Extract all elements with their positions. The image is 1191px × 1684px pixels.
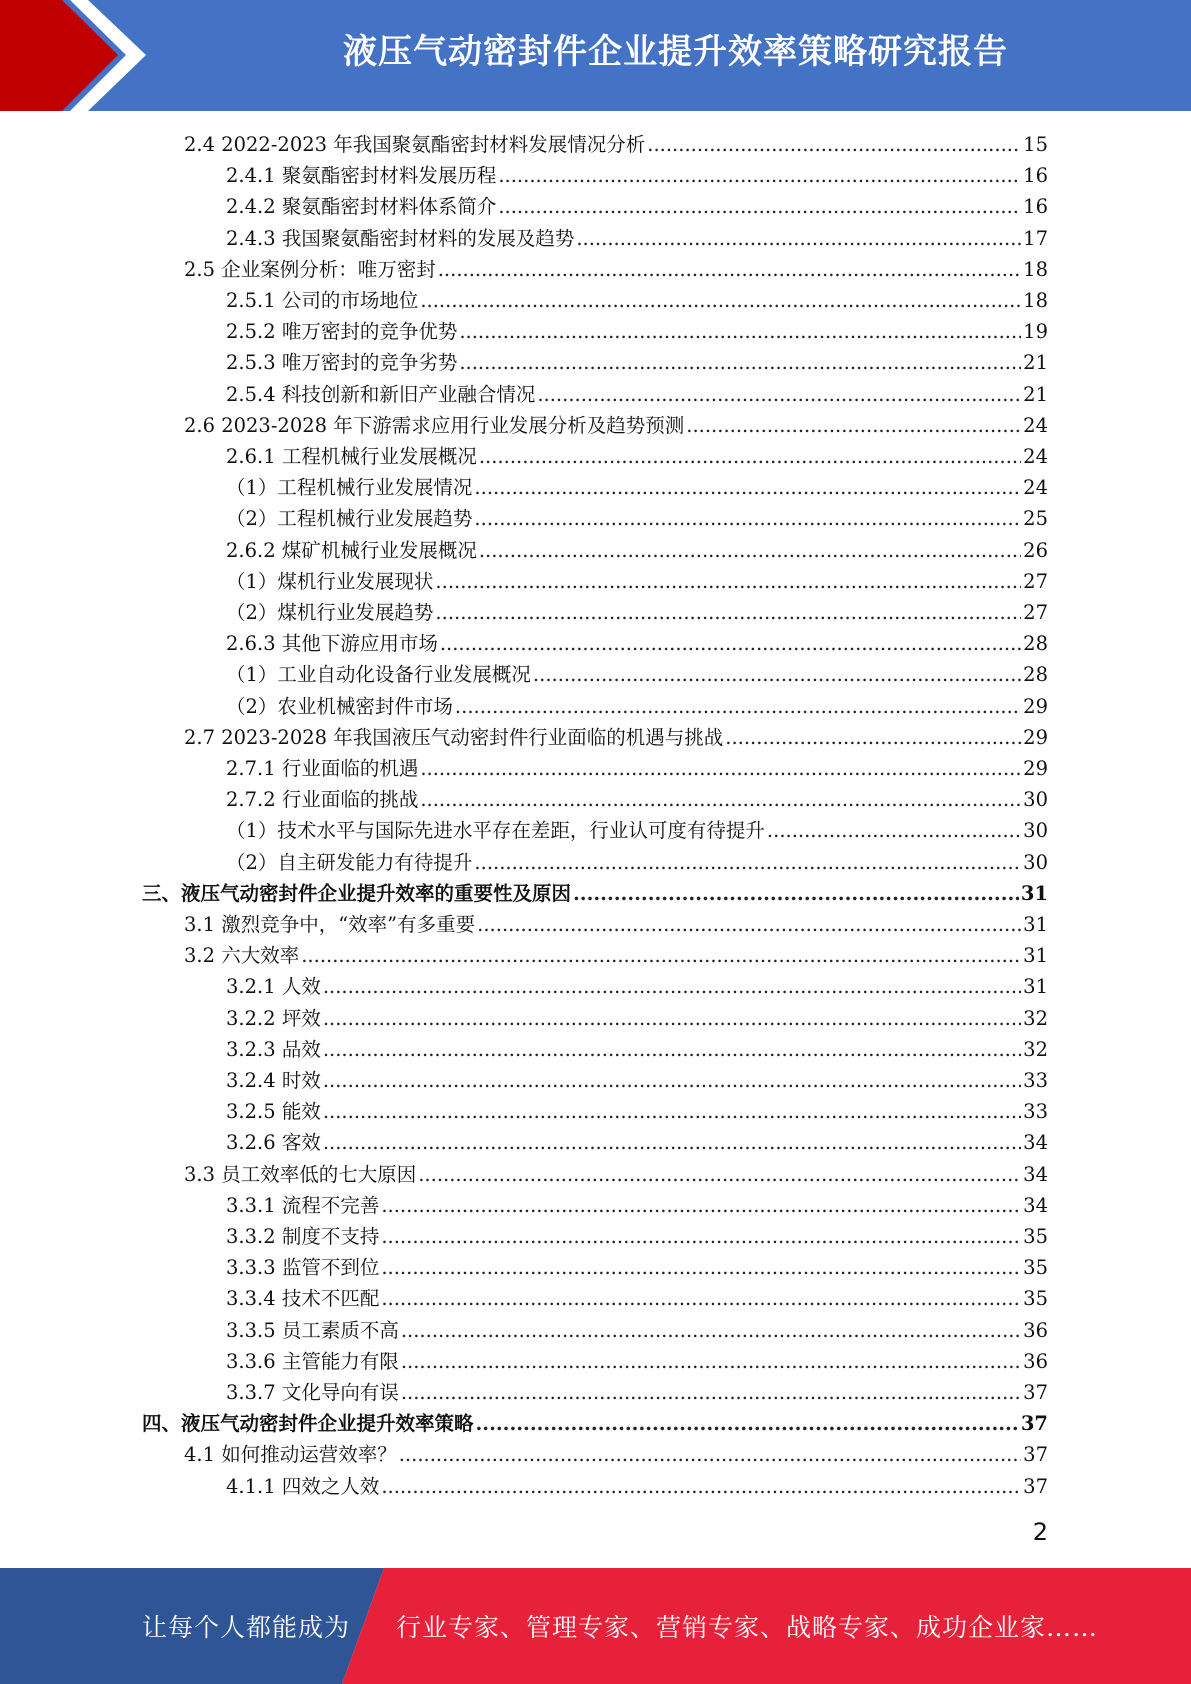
toc-entry-page-number: 21 <box>1023 351 1048 375</box>
toc-entry[interactable] <box>226 753 1048 784</box>
toc-entry[interactable] <box>226 1096 1048 1127</box>
toc-entry-title: 四、液压气动密封件企业提升效率策略 <box>142 1412 474 1436</box>
toc-entry[interactable] <box>226 597 1048 628</box>
toc-entry-title: （1）煤机行业发展现状 <box>226 569 434 593</box>
toc-entry[interactable] <box>226 535 1048 566</box>
toc-entry-title: 3.3.1 流程不完善 <box>226 1193 380 1217</box>
toc-leader-dots <box>474 472 1021 503</box>
toc-entry[interactable] <box>226 285 1048 316</box>
toc-entry-page-number: 15 <box>1023 133 1048 156</box>
toc-leader-dots <box>381 1190 1021 1221</box>
toc-entry-title: 3.3 员工效率低的七大原因 <box>184 1162 417 1186</box>
toc-entry[interactable] <box>184 129 1048 160</box>
toc-leader-dots <box>323 1003 1021 1034</box>
toc-entry-page-number: 29 <box>1023 694 1048 718</box>
toc-leader-dots <box>438 254 1021 285</box>
toc-entry[interactable] <box>226 191 1048 222</box>
toc-entry-title: 3.2.2 坪效 <box>226 1006 321 1030</box>
toc-entry-page-number: 35 <box>1023 1225 1048 1248</box>
toc-leader-dots <box>498 160 1021 191</box>
toc-leader-dots <box>381 1471 1021 1502</box>
toc-entry[interactable] <box>142 878 1048 909</box>
toc-entry-title: 2.5.1 公司的市场地位 <box>226 289 419 312</box>
toc-entry-title: 3.3.4 技术不匹配 <box>226 1287 380 1311</box>
toc-entry[interactable] <box>226 1127 1048 1158</box>
toc-entry[interactable] <box>226 1377 1048 1408</box>
toc-entry-page-number: 33 <box>1023 1100 1048 1124</box>
toc-entry-page-number: 37 <box>1020 1412 1048 1436</box>
toc-entry-page-number: 32 <box>1023 1037 1048 1061</box>
toc-entry-page-number: 31 <box>1023 975 1048 999</box>
toc-entry-page-number: 29 <box>1023 725 1048 749</box>
header-arrow-decoration <box>0 0 170 111</box>
toc-entry-page-number: 25 <box>1023 507 1048 531</box>
toc-leader-dots <box>381 1221 1021 1252</box>
toc-entry[interactable] <box>226 316 1048 347</box>
toc-leader-dots <box>401 1346 1021 1377</box>
toc-leader-dots <box>537 379 1021 410</box>
toc-entry[interactable] <box>226 1346 1048 1377</box>
toc-entry-title: 3.3.5 员工素质不高 <box>226 1318 399 1342</box>
toc-entry[interactable] <box>184 722 1048 753</box>
toc-leader-dots <box>479 441 1021 472</box>
toc-entry-page-number: 16 <box>1023 195 1048 219</box>
toc-entry[interactable] <box>226 223 1048 254</box>
toc-leader-dots <box>401 1377 1021 1408</box>
toc-leader-dots <box>767 815 1021 846</box>
toc-entry-title: （2）煤机行业发展趋势 <box>226 601 434 624</box>
toc-entry-title: 2.6 2023-2028 年下游需求应用行业发展分析及趋势预测 <box>184 413 685 437</box>
toc-leader-dots <box>573 878 1019 909</box>
toc-leader-dots <box>420 784 1021 815</box>
toc-entry[interactable] <box>226 379 1048 410</box>
toc-leader-dots <box>323 1096 1021 1127</box>
toc-entry-title: 3.2.4 时效 <box>226 1069 321 1092</box>
toc-entry-page-number: 18 <box>1023 257 1048 281</box>
toc-entry[interactable] <box>226 691 1048 722</box>
toc-entry-title: 3.2.3 品效 <box>226 1037 321 1061</box>
toc-entry-page-number: 37 <box>1023 1474 1048 1498</box>
toc-entry-page-number: 31 <box>1023 913 1048 936</box>
toc-leader-dots <box>381 1283 1021 1314</box>
toc-entry-title: 2.7.2 行业面临的挑战 <box>226 788 419 812</box>
toc-entry-title: （1）工业自动化设备行业发展概况 <box>226 663 531 687</box>
toc-entry-title: （1）工程机械行业发展情况 <box>226 476 473 500</box>
toc-leader-dots <box>381 1252 1021 1283</box>
toc-leader-dots <box>323 1127 1021 1158</box>
toc-leader-dots <box>479 535 1021 566</box>
toc-entry-title: 3.2.1 人效 <box>226 975 321 999</box>
toc-entry-page-number: 26 <box>1023 538 1048 562</box>
toc-entry-title: 3.3.6 主管能力有限 <box>226 1349 399 1373</box>
toc-entry-title: 3.1 激烈竞争中，“效率”有多重要 <box>184 913 476 936</box>
toc-leader-dots <box>323 1034 1021 1065</box>
toc-entry-title: 2.7 2023-2028 年我国液压气动密封件行业面临的机遇与挑战 <box>184 725 724 749</box>
toc-leader-dots <box>323 971 1021 1002</box>
toc-leader-dots <box>477 909 1021 940</box>
toc-entry[interactable] <box>226 1221 1048 1252</box>
toc-entry-page-number: 24 <box>1023 413 1048 437</box>
toc-entry-page-number: 28 <box>1023 663 1048 687</box>
toc-leader-dots <box>418 1159 1021 1190</box>
toc-entry-page-number: 34 <box>1023 1162 1048 1186</box>
footer-slogan-left: 让每个人都能成为 <box>142 1613 351 1642</box>
toc-leader-dots <box>401 1315 1021 1346</box>
toc-entry-page-number: 33 <box>1023 1069 1048 1092</box>
toc-leader-dots <box>725 722 1021 753</box>
toc-entry-page-number: 34 <box>1023 1131 1048 1155</box>
toc-entry-title: 2.5.4 科技创新和新旧产业融合情况 <box>226 382 536 406</box>
page-number: 2 <box>1032 1518 1048 1546</box>
toc-leader-dots <box>533 659 1021 690</box>
toc-entry-title: 3.2 六大效率 <box>184 944 300 968</box>
report-title: 液压气动密封件企业提升效率策略研究报告 <box>343 32 1008 72</box>
toc-entry-title: 4.1.1 四效之人效 <box>226 1474 380 1498</box>
toc-entry-title: 2.4.1 聚氨酯密封材料发展历程 <box>226 164 497 188</box>
toc-entry-page-number: 18 <box>1023 289 1048 312</box>
toc-entry[interactable] <box>226 441 1048 472</box>
toc-entry[interactable] <box>226 503 1048 534</box>
toc-entry-title: 3.2.5 能效 <box>226 1100 321 1124</box>
toc-entry-page-number: 30 <box>1023 819 1048 843</box>
toc-entry-page-number: 37 <box>1023 1443 1048 1467</box>
toc-entry-page-number: 30 <box>1023 788 1048 812</box>
toc-entry[interactable] <box>226 1252 1048 1283</box>
toc-entry-title: （2）农业机械密封件市场 <box>226 694 453 718</box>
footer-slogan-right: 行业专家、管理专家、营销专家、战略专家、成功企业家…… <box>396 1613 1099 1642</box>
toc-entry-title: 3.3.3 监管不到位 <box>226 1256 380 1280</box>
toc-entry[interactable] <box>226 628 1048 659</box>
toc-entry-page-number: 31 <box>1023 944 1048 968</box>
toc-entry-title: 2.6.2 煤矿机械行业发展概况 <box>226 538 477 562</box>
toc-leader-dots <box>420 753 1021 784</box>
toc-entry-page-number: 29 <box>1023 757 1048 780</box>
toc-entry-title: 2.5.2 唯万密封的竞争优势 <box>226 320 458 344</box>
toc-leader-dots <box>420 285 1021 316</box>
toc-leader-dots <box>498 191 1021 222</box>
toc-entry-title: 2.5.3 唯万密封的竞争劣势 <box>226 351 458 375</box>
toc-entry[interactable] <box>226 815 1048 846</box>
toc-entry[interactable] <box>226 1471 1048 1502</box>
toc-entry-title: 4.1 如何推动运营效率？ <box>184 1443 397 1467</box>
toc-entry-title: 2.7.1 行业面临的机遇 <box>226 757 419 780</box>
toc-entry[interactable] <box>226 472 1048 503</box>
toc-entry[interactable] <box>226 659 1048 690</box>
toc-entry-page-number: 27 <box>1023 569 1048 593</box>
toc-entry[interactable] <box>142 1408 1048 1439</box>
toc-entry-title: 2.4.2 聚氨酯密封材料体系简介 <box>226 195 497 219</box>
toc-entry[interactable] <box>226 971 1048 1002</box>
toc-entry-title: （2）工程机械行业发展趋势 <box>226 507 473 531</box>
toc-entry-title: 2.5 企业案例分析：唯万密封 <box>184 257 436 281</box>
toc-entry[interactable] <box>184 254 1048 285</box>
toc-entry[interactable] <box>226 784 1048 815</box>
toc-entry-page-number: 16 <box>1023 164 1048 188</box>
toc-entry-page-number: 36 <box>1023 1349 1048 1373</box>
toc-entry-page-number: 30 <box>1023 850 1048 874</box>
toc-leader-dots <box>459 347 1021 378</box>
toc-entry-page-number: 19 <box>1023 320 1048 344</box>
toc-entry-page-number: 24 <box>1023 476 1048 500</box>
toc-entry[interactable] <box>184 1159 1048 1190</box>
toc-entry[interactable] <box>184 909 1048 940</box>
toc-entry[interactable] <box>226 1283 1048 1314</box>
toc-entry[interactable] <box>226 566 1048 597</box>
toc-leader-dots <box>399 1439 1021 1470</box>
toc-entry-title: 2.6.1 工程机械行业发展概况 <box>226 445 477 468</box>
toc-entry[interactable] <box>226 1065 1048 1096</box>
toc-entry-title: 3.3.7 文化导向有误 <box>226 1381 399 1404</box>
toc-entry[interactable] <box>226 160 1048 191</box>
toc-leader-dots <box>576 223 1021 254</box>
toc-leader-dots <box>455 691 1021 722</box>
toc-entry[interactable] <box>226 347 1048 378</box>
toc-entry-page-number: 17 <box>1023 226 1048 250</box>
toc-entry-page-number: 35 <box>1023 1287 1048 1311</box>
toc-entry-page-number: 21 <box>1023 382 1048 406</box>
toc-entry-title: 2.4.3 我国聚氨酯密封材料的发展及趋势 <box>226 226 575 250</box>
toc-entry[interactable] <box>226 1003 1048 1034</box>
page-header <box>0 0 1191 111</box>
toc-entry-page-number: 34 <box>1023 1193 1048 1217</box>
toc-entry[interactable] <box>184 410 1048 441</box>
toc-entry-title: 三、液压气动密封件企业提升效率的重要性及原因 <box>142 881 572 905</box>
toc-leader-dots <box>435 597 1021 628</box>
toc-entry[interactable] <box>226 847 1048 878</box>
toc-leader-dots <box>647 129 1021 160</box>
toc-entry-title: （2）自主研发能力有待提升 <box>226 850 473 874</box>
toc-leader-dots <box>476 1408 1019 1439</box>
toc-entry[interactable] <box>226 1190 1048 1221</box>
toc-entry[interactable] <box>226 1315 1048 1346</box>
toc-entry-page-number: 28 <box>1023 632 1048 656</box>
toc-entry-page-number: 27 <box>1023 601 1048 624</box>
toc-entry[interactable] <box>226 1034 1048 1065</box>
toc-entry-title: 3.3.2 制度不支持 <box>226 1225 380 1248</box>
toc-entry-page-number: 31 <box>1020 881 1048 905</box>
toc-entry-page-number: 35 <box>1023 1256 1048 1280</box>
toc-leader-dots <box>435 566 1021 597</box>
toc-leader-dots <box>474 847 1021 878</box>
toc-leader-dots <box>459 316 1021 347</box>
toc-entry-title: 2.6.3 其他下游应用市场 <box>226 632 438 656</box>
toc-leader-dots <box>440 628 1021 659</box>
toc-leader-dots <box>323 1065 1021 1096</box>
toc-entry-title: 2.4 2022-2023 年我国聚氨酯密封材料发展情况分析 <box>184 133 646 156</box>
toc-entry-title: 3.2.6 客效 <box>226 1131 321 1155</box>
toc-entry[interactable] <box>184 1439 1048 1470</box>
page-footer <box>0 1568 1191 1684</box>
toc-entry-page-number: 24 <box>1023 445 1048 468</box>
toc-entry-page-number: 37 <box>1023 1381 1048 1404</box>
toc-entry-title: （1）技术水平与国际先进水平存在差距，行业认可度有待提升 <box>226 819 765 843</box>
toc-leader-dots <box>686 410 1021 441</box>
toc-leader-dots <box>301 940 1021 971</box>
toc-entry[interactable] <box>184 940 1048 971</box>
toc-entry-page-number: 32 <box>1023 1006 1048 1030</box>
toc-leader-dots <box>474 503 1021 534</box>
toc-entry-page-number: 36 <box>1023 1318 1048 1342</box>
